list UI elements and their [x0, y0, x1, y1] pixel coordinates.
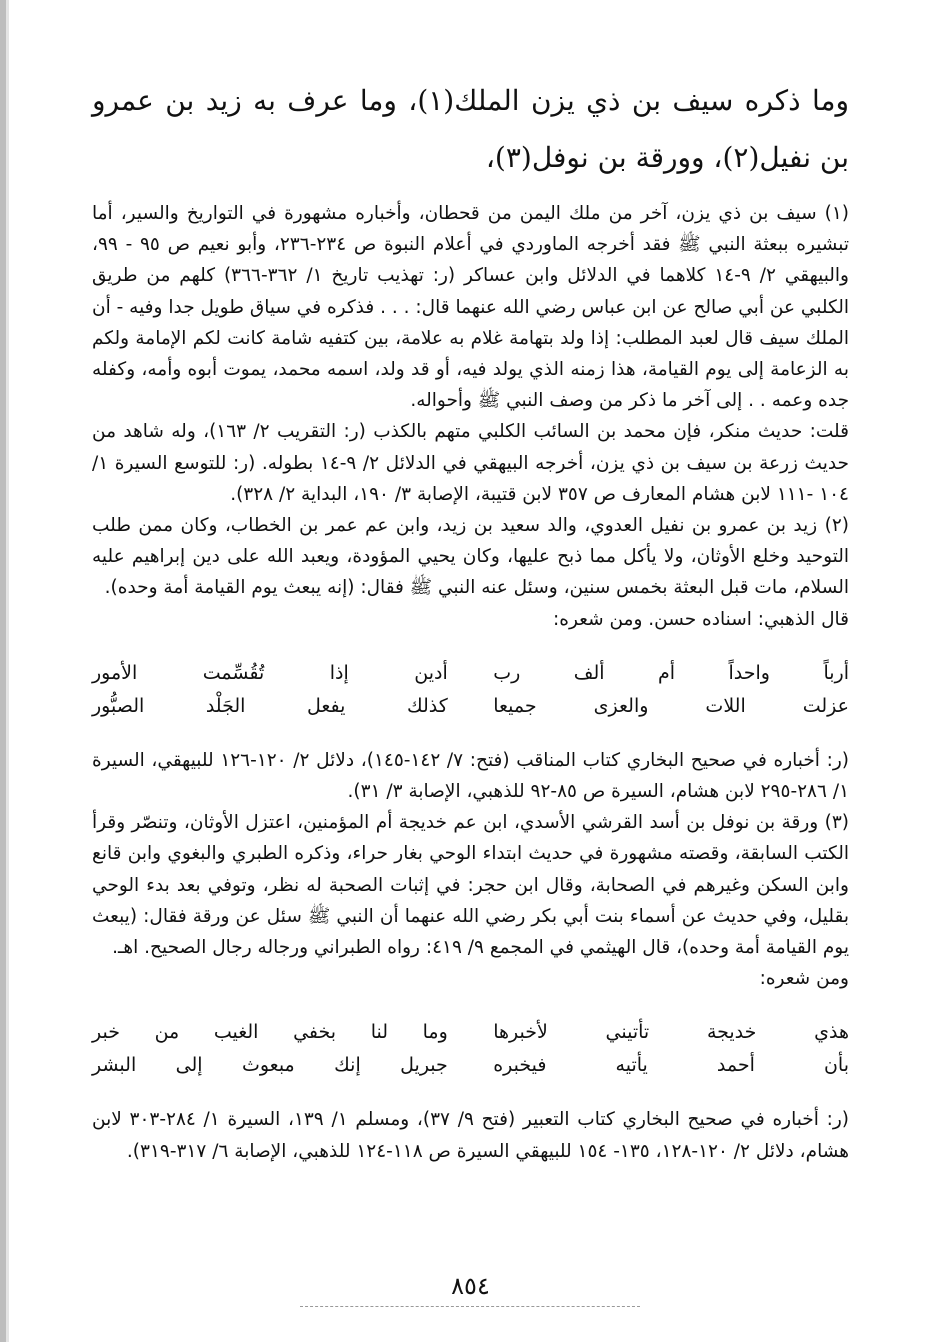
poem-waraqa	[92, 1016, 849, 1082]
poem-verse	[92, 657, 849, 690]
poem-zayd	[92, 657, 849, 723]
footnote-1	[92, 198, 849, 510]
poem-verse	[92, 1016, 849, 1049]
poem-verse	[92, 690, 849, 723]
footnote-2-references: (ر: أخباره في صحيح البخاري كتاب المناقب (فتح: ٧/ ١٤٢-١٤٥)، دلائل ٢/ ١٢٠-١٢٦ للبيهقي، السيرة ١/ ٢٨٦-٢٩٥ لابن هشام، السيرة ص ٨٥-٩٢ للذهبي، الإصابة ٣/ ٣١).	[92, 749, 849, 803]
footnote-3-paragraph: ومن شعره:	[759, 968, 849, 990]
footnote-3-references: (ر: أخباره في صحيح البخاري كتاب التعبير (فتح ٩/ ٣٧)، ومسلم ١/ ١٣٩، السيرة ١/ ٢٨٤-٣٠٣ لابن هشام، دلائل ٢/ ١٢٠-١٢٨، ١٣٥- ١٥٤ للبيهقي السيرة ص ١١٨-١٢٤ للذهبي، الإصابة ٦/ ٣١٧-٣١٩).	[92, 1109, 849, 1162]
page-content	[92, 72, 849, 1167]
footnote-2	[92, 510, 849, 635]
poem-hemistich-first: هذي خديجة تأتيني لأخبرها	[493, 1021, 849, 1044]
footnote-2-paragraph: (٢) زيد بن عمرو بن نفيل العدوي، والد سعيد بن زيد، وابن عم عمر بن الخطاب، وكان ممن طلب التوحيد وخلع الأوثان، ولا يأكل مما ذبح عليها، وكان يحيي المؤودة، ويعبد الله على دين إبراهيم عليه السلام، مات قبل البعثة بخمس سنين، وسئل عنه النبي ﷺ فقال: (إنه يبعث يوم القيامة أمة وحده).	[92, 515, 849, 599]
bottom-scan-artifact	[300, 1306, 640, 1307]
footnote-2-paragraph: قال الذهبي: اسناده حسن. ومن شعره:	[553, 608, 849, 630]
page-edge-highlight	[6, 0, 9, 1342]
main-text: وما ذكره سيف بن ذي يزن الملك(١)، وما عرف به زيد بن عمرو بن نفيل(٢)، وورقة بن نوفل(٣)،	[92, 84, 849, 174]
footnote-1-paragraph: (١) سيف بن ذي يزن، آخر من ملك اليمن من قحطان، وأخباره مشهورة في التواريخ والسير، أما تبشيره ببعثة النبي ﷺ فقد أخرجه الماوردي في أعلام النبوة ص ٢٣٤-٢٣٦، وأبو نعيم ص ٩٥ - ٩٩، والبيهقي ٢/ ٩-١٤ كلاهما في الدلائل وابن عساكر (ر: تهذيب تاريخ ١/ ٣٦٢-٣٦٦) كلهم من طريق الكلبي عن أبي صالح عن ابن عباس رضي الله عنهما قال: . . . فذكره في سياق طويل جدا وفيه - أن الملك سيف قال لعبد المطلب: إذا ولد بتهامة غلام به علامة، بين كتفيه شامة كانت لكم الإمامة ولكم به الزعامة إلى يوم القيامة، هذا زمنه الذي يولد فيه، أو قد ولد، اسمه محمد، يموت أبوه وأمه، وكفله جده وعمه . . إلى آخر ما ذكر من وصف النبي ﷺ وأحواله.	[92, 203, 850, 412]
poem-hemistich-second: جبريل إنك مبعوث إلى البشر	[92, 1054, 448, 1077]
poem-hemistich-second: كذلك يفعل الجَلْد الصبُّور	[92, 694, 448, 717]
poem-hemistich-first: عزلت اللات والعزى جميعا	[493, 694, 849, 717]
footnote-3-paragraph: (٣) ورقة بن نوفل بن أسد القرشي الأسدي، ابن عم خديجة أم المؤمنين، اعتزل الأوثان، وتنصّر وقرأ الكتب السابقة، وقصته مشهورة في حديث ابتداء الوحي بغار حراء، وذكره الطبري والبغوي وابن قانع وابن السكن وغيرهم في الصحابة، وقال ابن حجر: في إثبات الصحبة له نظر، وتوفي بعد بدء الوحي بقليل، وفي حديث عن أسماء بنت أبي بكر رضي الله عنهما أن النبي ﷺ سئل عن ورقة فقال: (يبعث يوم القيامة أمة وحده)، قال الهيثمي في المجمع ٩/ ٤١٩: رواه الطبراني ورجاله رجال الصحيح. اهـ.	[92, 812, 849, 959]
footnote-3	[92, 807, 849, 994]
footnote-1-paragraph: قلت: حديث منكر، فإن محمد بن السائب الكلبي متهم بالكذب (ر: التقريب ٢/ ١٦٣)، وله شاهد من حديث زرعة بن سيف بن ذي يزن، أخرجه البيهقي في الدلائل ٢/ ٩-١٤ بطوله. (ر: للتوسع السيرة ١/ ١٠٤ -١١١ لابن هشام المعارف ص ٣٥٧ لابن قتيبة، الإصابة ٣/ ١٩٠، البداية ٢/ ٣٢٨).	[92, 421, 849, 505]
poem-hemistich-first: بأن أحمد يأتيه فيخبره	[493, 1054, 849, 1077]
poem-verse	[92, 1049, 849, 1082]
poem-hemistich-second: أدين إذا تُقُسِّمت الأمور	[92, 661, 448, 684]
poem-hemistich-second: وما لنا بخفي الغيب من خبر	[92, 1021, 448, 1044]
poem-hemistich-first: أرباً واحداً أم ألف رب	[493, 661, 849, 684]
page-number: ٨٥٤	[451, 1272, 490, 1300]
